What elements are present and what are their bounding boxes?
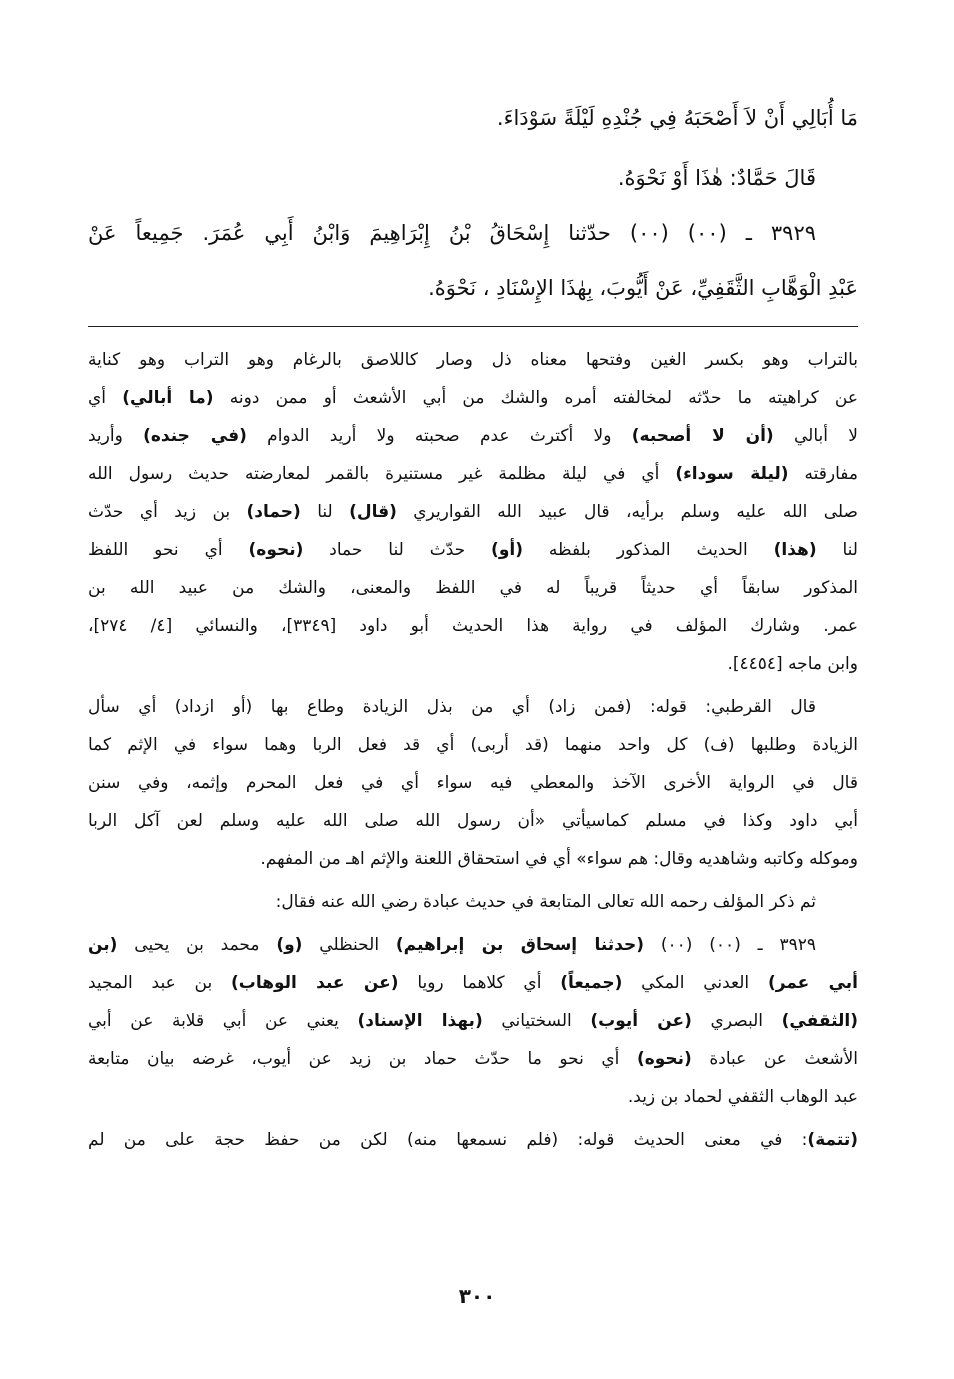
- text-segment: أبي داود وكذا في مسلم كماسيأتي «أن رسول الله صلى الله عليه وسلم لعن آكل الربا: [88, 811, 858, 831]
- text-segment: صلى الله عليه وسلم برأيه، قال عبيد الله القواريري: [396, 502, 858, 522]
- bold-quote-segment: (أن لا أصحبه): [631, 426, 774, 446]
- hadith-line: [88, 101, 858, 135]
- text-segment: الزيادة وطلبها (ف) كل واحد منهما (قد أربى) أي قد فعل الربا وهما سواء في الإثم كما: [88, 735, 858, 755]
- bold-quote-segment: (نحوه): [636, 1049, 692, 1069]
- commentary-line: [88, 692, 858, 722]
- text-segment: الحنظلي: [302, 935, 396, 955]
- bold-quote-segment: (نحوه): [248, 540, 304, 560]
- commentary-line: [88, 1006, 858, 1036]
- text-segment: : في معنى الحديث قوله: (فلم نسمعها منه) لكن من حفظ حجة على من لم: [88, 1130, 808, 1150]
- bold-quote-segment: (أو): [491, 540, 523, 560]
- text-segment: لا أبالي: [773, 426, 858, 446]
- text-segment: محمد بن يحيى: [117, 935, 277, 955]
- bold-quote-segment: (تتمة): [807, 1130, 858, 1150]
- text-segment: لنا: [300, 502, 350, 522]
- text-segment: حدّث لنا حماد: [303, 540, 492, 560]
- commentary-line: [88, 1044, 858, 1074]
- commentary-line: [88, 930, 858, 960]
- text-segment: وموكله وكاتبه وشاهديه وقال: هم سواء» أي في استحقاق اللعنة والإثم اهـ من المفهم.: [260, 849, 858, 869]
- page-number: ٣٠٠: [458, 1284, 496, 1308]
- commentary-line: [88, 383, 858, 413]
- text-segment: عمر. وشارك المؤلف في رواية هذا الحديث أبو داود [٣٣٤٩]، والنسائي [٤/ ٢٧٤]،: [88, 616, 858, 636]
- text-segment: لنا: [816, 540, 858, 560]
- bold-quote-segment: (حماد): [246, 502, 301, 522]
- hadith-line: [88, 271, 858, 305]
- bold-quote-segment: (هذا): [773, 540, 817, 560]
- commentary-line: [88, 768, 858, 798]
- bold-quote-segment: (ليلة سوداء): [675, 464, 789, 484]
- bold-quote-segment: (و): [276, 935, 303, 955]
- bold-quote-segment: (قال): [349, 502, 397, 522]
- bold-quote-segment: (ما أبالي): [122, 388, 214, 408]
- bold-quote-segment: (بن: [88, 935, 118, 955]
- text-segment: بن عبد المجيد: [88, 973, 231, 993]
- bold-quote-segment: (في جنده): [143, 426, 247, 446]
- text-segment: أي في ليلة مظلمة غير مستنيرة بالقمر لمعارضته حديث رسول الله: [88, 464, 676, 484]
- text-segment: يعني عن أبي قلابة عن أبي: [88, 1011, 358, 1031]
- text-segment: عن كراهيته ما حدّثه لمخالفته أمره والشك من أبي الأشعث أو ممن دونه: [213, 388, 858, 408]
- commentary-line: [88, 649, 858, 679]
- bold-quote-segment: (حدثنا إسحاق بن إبراهيم): [395, 935, 645, 955]
- text-segment: ولا أكترث عدم صحبته ولا أريد الدوام: [246, 426, 632, 446]
- commentary-line: [88, 497, 858, 527]
- text-segment: عَبْدِ الْوَهَّابِ الثَّقَفِيِّ، عَنْ أَيُّوبَ، بِهٰذَا الإِسْنَادِ ، نَحْوَهُ.: [428, 276, 858, 300]
- text-segment: أي: [88, 388, 123, 408]
- bold-quote-segment: (الثقفي): [781, 1011, 858, 1031]
- text-segment: أي نحو ما حدّث حماد بن زيد عن أيوب، غرضه بيان متابعة: [88, 1049, 637, 1069]
- text-segment: ٣٩٢٩ ـ (٠٠) (٠٠): [644, 935, 817, 955]
- commentary-line: [88, 573, 858, 603]
- commentary-line: [88, 968, 858, 998]
- text-segment: بالتراب وهو بكسر الغين وفتحها معناه ذل وصار كاللاصق بالرغام وهو التراب وهو كناية: [88, 350, 858, 370]
- bold-quote-segment: (عن أيوب): [590, 1011, 692, 1031]
- text-segment: وابن ماجه [٤٤٥٤].: [727, 654, 858, 674]
- text-segment: البصري: [691, 1011, 782, 1031]
- commentary-line: [88, 1082, 858, 1112]
- text-segment: ٣٩٢٩ ـ (٠٠) (٠٠) حدّثنا إِسْحَاقُ بْنُ إِبْرَاهِيمَ وَابْنُ أَبِي عُمَرَ. جَمِيعاً عَنْ: [88, 221, 817, 245]
- text-segment: بن زيد أي حدّث: [88, 502, 247, 522]
- commentary-line: [88, 1125, 858, 1155]
- text-segment: الحديث المذكور بلفظه: [522, 540, 774, 560]
- text-segment: قَالَ حَمَّادٌ: هٰذَا أَوْ نَحْوَهُ.: [617, 166, 816, 190]
- commentary-line: [88, 730, 858, 760]
- text-segment: أي كلاهما رويا: [398, 973, 561, 993]
- commentary-line: [88, 611, 858, 641]
- commentary-line: [88, 345, 858, 375]
- text-segment: مَا أُبَالِي أَنْ لاَ أَصْحَبَهُ فِي جُنْدِهِ لَيْلَةً سَوْدَاءَ.: [496, 106, 858, 130]
- text-segment: أي نحو اللفظ: [88, 540, 249, 560]
- commentary-line: [88, 844, 858, 874]
- text-segment: وأريد: [88, 426, 144, 446]
- bold-quote-segment: (جميعاً): [560, 973, 623, 993]
- text-segment: مفارقته: [788, 464, 858, 484]
- text-segment: عبد الوهاب الثقفي لحماد بن زيد.: [627, 1087, 858, 1107]
- text-segment: ثم ذكر المؤلف رحمه الله تعالى المتابعة في حديث عبادة رضي الله عنه فقال:: [275, 892, 816, 912]
- bold-quote-segment: (بهذا الإسناد): [357, 1011, 483, 1031]
- hadith-line: [88, 161, 858, 195]
- bold-quote-segment: أبي عمر): [767, 973, 859, 993]
- text-segment: قال القرطبي: قوله: (فمن زاد) أي من بذل الزيادة وطاع بها (أو ازداد) أي سأل: [88, 697, 816, 717]
- text-segment: قال في الرواية الأخرى الآخذ والمعطي فيه سواء أي في فعل المحرم وإثمه، وفي سنن: [88, 773, 858, 793]
- commentary-line: [88, 887, 858, 917]
- commentary-line: [88, 535, 858, 565]
- commentary-line: [88, 421, 858, 451]
- text-segment: الأشعث عن عبادة: [691, 1049, 858, 1069]
- text-segment: السختياني: [482, 1011, 591, 1031]
- commentary-line: [88, 806, 858, 836]
- text-segment: المذكور سابقاً أي حديثاً قريباً له في اللفظ والمعنى، والشك من عبيد الله بن: [88, 578, 858, 598]
- hadith-line: [88, 216, 858, 250]
- footnote-divider: [88, 326, 858, 327]
- commentary-line: [88, 459, 858, 489]
- bold-quote-segment: (عن عبد الوهاب): [230, 973, 399, 993]
- text-segment: العدني المكي: [622, 973, 768, 993]
